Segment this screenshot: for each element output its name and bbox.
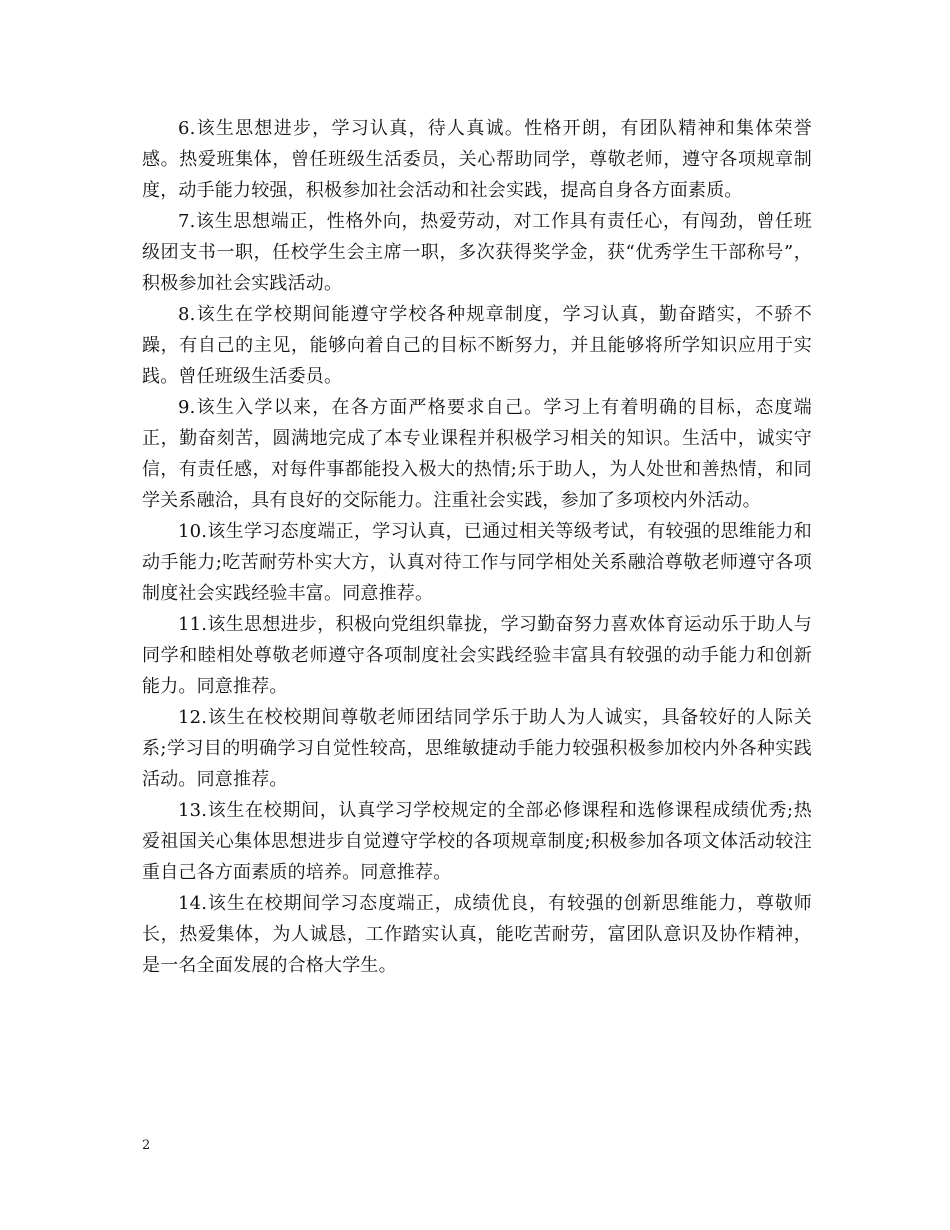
- paragraph-14: 14.该生在校期间学习态度端正，成绩优良，有较强的创新思维能力，尊敬师长，热爱集体，为人诚恳，工作踏实认真，能吃苦耐劳，富团队意识及协作精神，是一名全面发展的合格大学生。: [142, 893, 812, 976]
- paragraph-10: 10.该生学习态度端正，学习认真，已通过相关等级考试，有较强的思维能力和动手能力;吃苦耐劳朴实大方，认真对待工作与同学相处关系融洽尊敬老师遵守各项制度社会实践经验丰富。同意推荐。: [142, 521, 812, 604]
- paragraph-6: 6.该生思想进步，学习认真，待人真诚。性格开朗，有团队精神和集体荣誉感。热爱班集体，曾任班级生活委员，关心帮助同学，尊敬老师，遵守各项规章制度，动手能力较强，积极参加社会活动和社会实践，提高自身各方面素质。: [142, 118, 812, 201]
- document-body: [142, 113, 812, 981]
- paragraph-11: 11.该生思想进步，积极向党组织靠拢，学习勤奋努力喜欢体育运动乐于助人与同学和睦相处尊敬老师遵守各项制度社会实践经验丰富具有较强的动手能力和创新能力。同意推荐。: [142, 614, 812, 697]
- paragraph-9: 9.该生入学以来，在各方面严格要求自己。学习上有着明确的目标，态度端正，勤奋刻苦，圆满地完成了本专业课程并积极学习相关的知识。生活中，诚实守信，有责任感，对每件事都能投入极大的热情;乐于助人，为人处世和善热情，和同学关系融洽，具有良好的交际能力。注重社会实践，参加了多项校内外活动。: [142, 397, 812, 511]
- paragraph-7: 7.该生思想端正，性格外向，热爱劳动，对工作具有责任心，有闯劲，曾任班级团支书一职，任校学生会主席一职，多次获得奖学金，获“优秀学生干部称号”，积极参加社会实践活动。: [142, 211, 812, 294]
- paragraph-8: 8.该生在学校期间能遵守学校各种规章制度，学习认真，勤奋踏实，不骄不躁，有自己的主见，能够向着自己的目标不断努力，并且能够将所学知识应用于实践。曾任班级生活委员。: [142, 304, 812, 387]
- paragraph-12: 12.该生在校校期间尊敬老师团结同学乐于助人为人诚实，具备较好的人际关系;学习目的明确学习自觉性较高，思维敏捷动手能力较强积极参加校内外各种实践活动。同意推荐。: [142, 707, 812, 790]
- page-number: 2: [142, 1138, 151, 1153]
- paragraph-13: 13.该生在校期间，认真学习学校规定的全部必修课程和选修课程成绩优秀;热爱祖国关心集体思想进步自觉遵守学校的各项规章制度;积极参加各项文体活动较注重自己各方面素质的培养。同意推荐。: [142, 800, 812, 883]
